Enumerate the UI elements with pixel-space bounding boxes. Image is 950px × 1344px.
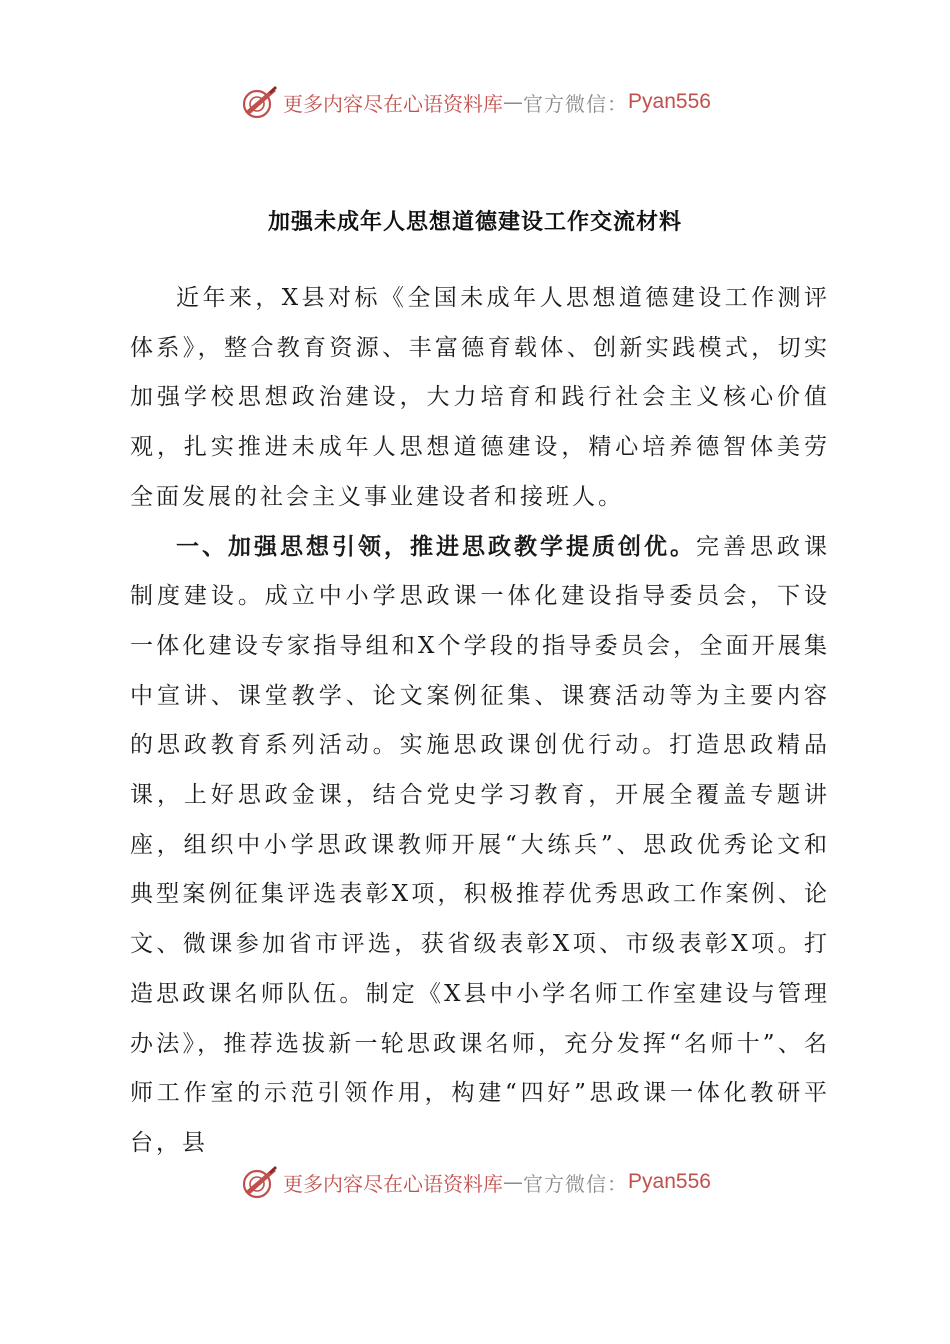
banner-wechat-id: Pyan556 xyxy=(628,1170,711,1193)
banner-dash: — xyxy=(503,1170,524,1194)
banner-brand-text: 更多内容尽在心语资料库 xyxy=(283,1171,504,1196)
intro-paragraph xyxy=(130,274,830,523)
section-1-paragraph xyxy=(130,523,830,1169)
document-title: 加强未成年人思想道德建设工作交流材料 xyxy=(267,210,682,235)
pen-logo-icon xyxy=(239,1162,279,1202)
banner-dash: — xyxy=(503,90,524,114)
banner-wechat-id: Pyan556 xyxy=(628,90,711,113)
section-1-heading: 一、加强思想引领，推进思政教学提质创优。 xyxy=(176,533,696,560)
section-1-text: 完善思政课制度建设。成立中小学思政课一体化建设指导委员会，下设一体化建设专家指导组和X个学段的指导委员会，全面开展集中宣讲、课堂教学、论文案例征集、课赛活动等为主要内容的思政教育系列活动。实施思政课创优行动。打造思政精品课，上好思政金课，结合党史学习教育，开展全覆盖专题讲座，组织中小学思政课教师开展“大练兵”、思政优秀论文和典型案例征集评选表彰X项，积极推荐优秀思政工作案例、论文、微课参加省市评选，获省级表彰X项、市级表彰X项。打造思政课名师队伍。制定《X县中小学名师工作室建设与管理办法》，推荐选拔新一轮思政课名师，充分发挥“名师十”、名师工作室的示范引领作用，构建“四好”思政课一体化教研平台，县 xyxy=(130,533,830,1156)
header-watermark-banner xyxy=(0,80,950,124)
pen-logo-icon xyxy=(239,82,279,122)
banner-brand-text: 更多内容尽在心语资料库 xyxy=(283,91,504,116)
banner-wechat-label: 官方微信： xyxy=(523,1171,629,1196)
intro-paragraph-text: 近年来，X县对标《全国未成年人思想道德建设工作测评体系》，整合教育资源、丰富德育载体、创新实践模式，切实加强学校思想政治建设，大力培育和践行社会主义核心价值观，扎实推进未成年人思想道德建设，精心培养德智体美劳全面发展的社会主义事业建设者和接班人。 xyxy=(130,285,830,510)
document-body xyxy=(130,274,830,1169)
footer-watermark-banner xyxy=(0,1160,950,1204)
banner-wechat-label: 官方微信： xyxy=(523,91,629,116)
